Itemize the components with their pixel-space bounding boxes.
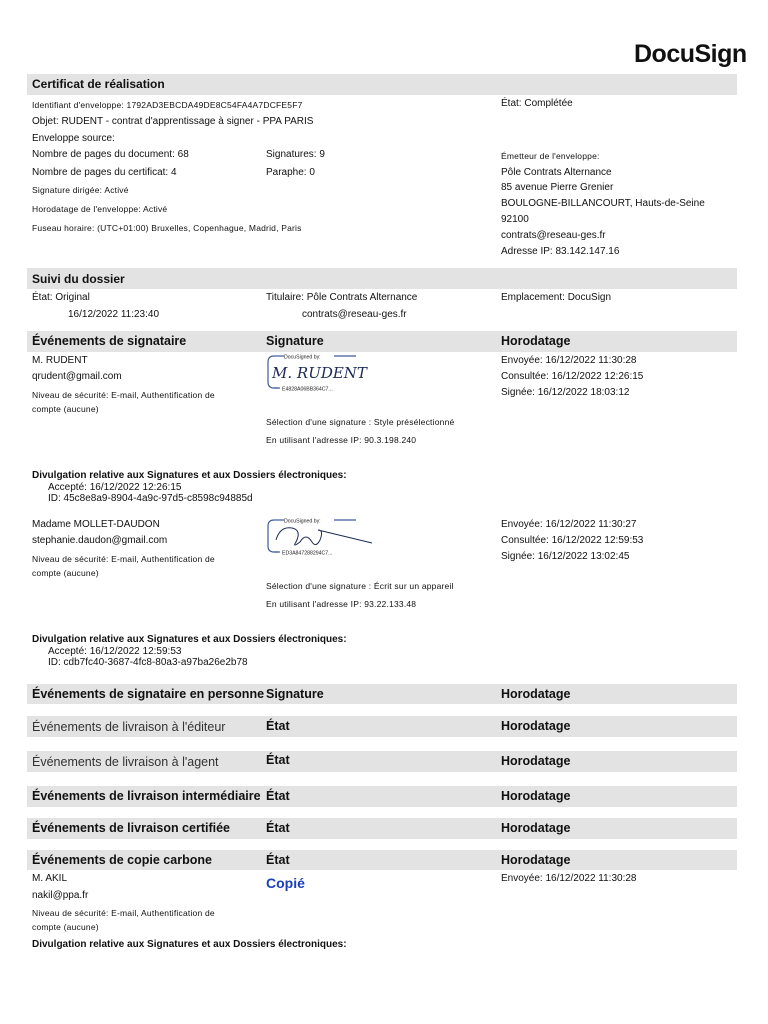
signer2-ip: En utilisant l'adresse IP: 93.22.133.48 — [266, 599, 417, 609]
intermediaire-col2: État — [266, 789, 290, 803]
emetteur-zip: 92100 — [501, 214, 529, 225]
copie-email[interactable]: nakil@ppa.fr — [32, 890, 89, 901]
en-personne-col3: Horodatage — [501, 687, 571, 701]
emetteur-email[interactable]: contrats@reseau-ges.fr — [501, 230, 606, 241]
signer2-envoyee: Envoyée: 16/12/2022 11:30:27 — [501, 519, 637, 530]
suivi-header-bar — [27, 268, 737, 289]
enveloppe-source: Enveloppe source: — [32, 133, 115, 144]
signatures-count: Signatures: 9 — [266, 149, 325, 160]
signer2-sig-label: DocuSigned by: — [284, 518, 321, 525]
suivi-titulaire-email[interactable]: contrats@reseau-ges.fr — [302, 309, 407, 320]
copie-niveau1: Niveau de sécurité: E-mail, Authentification de — [32, 908, 215, 918]
signataire-header-col1: Événements de signataire — [32, 334, 187, 348]
signer2-niveau2: compte (aucune) — [32, 568, 99, 578]
signataire-header-col3: Horodatage — [501, 334, 571, 348]
signer1-sig-label: DocuSigned by: — [284, 354, 321, 361]
certificat-objet: Objet: RUDENT - contrat d'apprentissage à signer - PPA PARIS — [32, 116, 314, 127]
fuseau-horaire: Fuseau horaire: (UTC+01:00) Bruxelles, Copenhague, Madrid, Paris — [32, 223, 302, 233]
en-personne-col1: Événements de signataire en personne — [32, 687, 265, 701]
signer2-consultee: Consultée: 16/12/2022 12:59:53 — [501, 535, 644, 546]
signer2-selection: Sélection d'une signature : Écrit sur un appareil — [266, 581, 454, 591]
signer1-signee: Signée: 16/12/2022 18:03:12 — [501, 387, 630, 398]
paraphe-count: Paraphe: 0 — [266, 167, 315, 178]
signature-dirigee: Signature dirigée: Activé — [32, 185, 129, 195]
signer1-ip: En utilisant l'adresse IP: 90.3.198.240 — [266, 435, 417, 445]
signer1-consultee: Consultée: 16/12/2022 12:26:15 — [501, 371, 644, 382]
pages-certificat: Nombre de pages du certificat: 4 — [32, 167, 177, 178]
emetteur-label: Émetteur de l'enveloppe: — [501, 151, 600, 161]
copie-status: Copié — [266, 875, 305, 891]
horodatage-enveloppe: Horodatage de l'enveloppe: Activé — [32, 204, 168, 214]
intermediaire-col1: Événements de livraison intermédiaire — [32, 789, 261, 803]
suivi-date: 16/12/2022 11:23:40 — [68, 309, 160, 320]
signer1-divulgation-id: ID: 45c8e8a9-8904-4a9c-97d5-c8598c94885d — [48, 493, 253, 504]
certifiee-col1: Événements de livraison certifiée — [32, 821, 231, 835]
signer1-niveau1: Niveau de sécurité: E-mail, Authentification de — [32, 390, 215, 400]
copie-niveau2: compte (aucune) — [32, 922, 99, 932]
signer1-accepte: Accepté: 16/12/2022 12:26:15 — [48, 482, 182, 493]
signer2-divulgation-title: Divulgation relative aux Signatures et aux Dossiers électroniques: — [32, 634, 347, 645]
signer2-divulgation-id: ID: cdb7fc40-3687-4fc8-80a3-a97ba26e2b78 — [48, 657, 248, 668]
signer1-divulgation-title: Divulgation relative aux Signatures et aux Dossiers électroniques: — [32, 470, 347, 481]
copie-col3: Horodatage — [501, 853, 571, 867]
copie-divulgation-title: Divulgation relative aux Signatures et aux Dossiers électroniques: — [32, 939, 347, 950]
signer2-name: Madame MOLLET-DAUDON — [32, 519, 160, 530]
signer2-email[interactable]: stephanie.daudon@gmail.com — [32, 535, 168, 546]
emetteur-address1: 85 avenue Pierre Grenier — [501, 182, 614, 193]
pages-document: Nombre de pages du document: 68 — [32, 149, 189, 160]
copie-col1: Événements de copie carbone — [32, 853, 212, 867]
emetteur-name: Pôle Contrats Alternance — [501, 167, 612, 178]
emetteur-ip: Adresse IP: 83.142.147.16 — [501, 246, 620, 257]
suivi-etat: État: Original — [32, 292, 90, 303]
signer1-selection: Sélection d'une signature : Style présélectionné — [266, 417, 455, 427]
emetteur-address2: BOULOGNE-BILLANCOURT, Hauts-de-Seine — [501, 198, 705, 209]
copie-col2: État — [266, 853, 290, 867]
certifiee-col3: Horodatage — [501, 821, 571, 835]
signer2-signature — [266, 516, 436, 557]
suivi-titulaire: Titulaire: Pôle Contrats Alternance — [266, 292, 418, 303]
signer1-niveau2: compte (aucune) — [32, 404, 99, 414]
intermediaire-col3: Horodatage — [501, 789, 571, 803]
copie-name: M. AKIL — [32, 873, 68, 884]
en-personne-col2: Signature — [266, 687, 324, 701]
signataire-header-col2: Signature — [266, 334, 324, 348]
suivi-emplacement: Emplacement: DocuSign — [501, 292, 612, 303]
signer1-signature — [266, 352, 436, 393]
signer2-accepte: Accepté: 16/12/2022 12:59:53 — [48, 646, 182, 657]
signer1-sig-id: E4828A06BB364C7... — [282, 386, 333, 393]
signer2-sig-id: ED3A847288294C7... — [282, 550, 333, 557]
signer1-name: M. RUDENT — [32, 355, 88, 366]
editeur-col2: État — [266, 719, 290, 733]
certifiee-col2: État — [266, 821, 290, 835]
editeur-col3: Horodatage — [501, 719, 571, 733]
envelope-id: Identifiant d'enveloppe: 1792AD3EBCDA49DE8C54FA4A7DCFE5F7 — [32, 100, 303, 110]
agent-col3: Horodatage — [501, 754, 571, 768]
agent-col2: État — [266, 753, 290, 767]
signer1-envoyee: Envoyée: 16/12/2022 11:30:28 — [501, 355, 637, 366]
suivi-title: Suivi du dossier — [32, 272, 125, 286]
signer1-email[interactable]: qrudent@gmail.com — [32, 371, 122, 382]
copie-envoyee: Envoyée: 16/12/2022 11:30:28 — [501, 873, 637, 884]
signer2-niveau1: Niveau de sécurité: E-mail, Authentification de — [32, 554, 215, 564]
docusign-logo: DocuSign — [634, 40, 747, 68]
certificat-title: Certificat de réalisation — [32, 77, 165, 91]
signer1-sig-text: M. RUDENT — [272, 364, 367, 382]
signer2-signee: Signée: 16/12/2022 13:02:45 — [501, 551, 630, 562]
certificat-etat: État: Complétée — [501, 98, 573, 109]
agent-col1: Événements de livraison à l'agent — [32, 755, 219, 769]
editeur-col1: Événements de livraison à l'éditeur — [32, 720, 226, 734]
